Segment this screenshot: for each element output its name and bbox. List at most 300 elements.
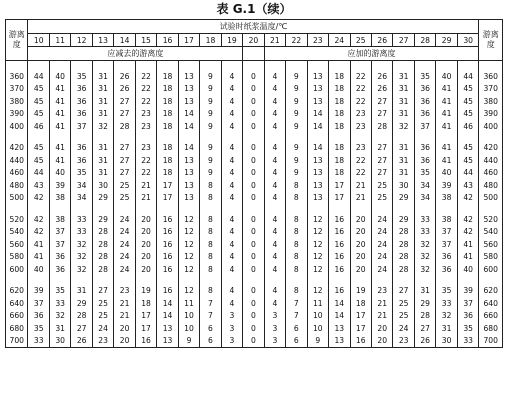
table-row [6, 263, 503, 276]
correction-value-cell: 41 [28, 238, 49, 251]
correction-value-cell: 43 [457, 179, 479, 192]
freeness-value-cell: 400 [479, 120, 503, 133]
temperature-row [6, 34, 503, 47]
correction-value-cell: 32 [414, 251, 435, 264]
table-row [6, 83, 503, 96]
correction-value-cell: 13 [178, 167, 199, 180]
correction-value-cell: 45 [457, 108, 479, 121]
correction-value-cell: 4 [264, 83, 285, 96]
correction-value-cell: 13 [329, 335, 350, 348]
correction-value-cell: 21 [135, 179, 156, 192]
correction-value-cell: 28 [92, 263, 113, 276]
table-row [6, 192, 503, 205]
correction-value-cell: 20 [350, 263, 371, 276]
correction-value-cell: 4 [264, 251, 285, 264]
correction-value-cell: 32 [92, 120, 113, 133]
correction-value-cell: 12 [307, 285, 328, 298]
correction-value-cell: 30 [393, 179, 414, 192]
correction-value-cell: 37 [28, 297, 49, 310]
group-spacer [6, 276, 503, 285]
correction-value-cell: 25 [114, 192, 135, 205]
correction-value-cell: 35 [414, 70, 435, 83]
correction-value-cell: 9 [307, 335, 328, 348]
correction-value-cell: 32 [49, 310, 70, 323]
correction-value-cell: 26 [114, 70, 135, 83]
freeness-value-cell: 620 [479, 285, 503, 298]
correction-value-cell: 33 [414, 213, 435, 226]
correction-value-cell: 20 [350, 226, 371, 239]
correction-value-cell: 41 [457, 238, 479, 251]
correction-value-cell: 9 [200, 70, 221, 83]
correction-value-cell: 11 [178, 297, 199, 310]
correction-value-cell: 32 [393, 120, 414, 133]
correction-value-cell: 20 [135, 226, 156, 239]
correction-value-cell: 25 [393, 297, 414, 310]
correction-value-cell: 31 [436, 322, 457, 335]
correction-value-cell: 18 [157, 167, 178, 180]
correction-value-cell: 8 [286, 238, 307, 251]
correction-value-cell: 44 [457, 70, 479, 83]
correction-value-cell: 9 [286, 108, 307, 121]
temperature-cell: 14 [114, 34, 135, 47]
temperature-cell: 23 [307, 34, 328, 47]
correction-value-cell: 16 [157, 285, 178, 298]
correction-value-cell: 36 [414, 83, 435, 96]
correction-value-cell: 44 [457, 167, 479, 180]
correction-value-cell: 25 [114, 179, 135, 192]
correction-value-cell: 31 [92, 108, 113, 121]
correction-value-cell: 36 [414, 142, 435, 155]
correction-value-cell: 17 [135, 322, 156, 335]
table-row [6, 108, 503, 121]
correction-value-cell: 0 [243, 285, 264, 298]
correction-value-cell: 35 [414, 167, 435, 180]
correction-value-cell: 46 [28, 120, 49, 133]
correction-value-cell: 14 [329, 297, 350, 310]
correction-value-cell: 22 [350, 95, 371, 108]
correction-value-cell: 42 [457, 213, 479, 226]
correction-value-cell: 18 [135, 297, 156, 310]
correction-value-cell: 39 [457, 285, 479, 298]
correction-value-cell: 31 [71, 285, 92, 298]
correction-value-cell: 37 [71, 120, 92, 133]
correction-value-cell: 21 [350, 179, 371, 192]
correction-value-cell: 35 [28, 322, 49, 335]
correction-value-cell: 0 [243, 263, 264, 276]
correction-value-cell: 45 [457, 142, 479, 155]
correction-value-cell: 31 [393, 70, 414, 83]
freeness-value-cell: 440 [479, 154, 503, 167]
correction-value-cell: 3 [221, 310, 242, 323]
correction-value-cell: 22 [350, 154, 371, 167]
correction-value-cell: 29 [393, 213, 414, 226]
correction-value-cell: 10 [307, 310, 328, 323]
correction-value-cell: 33 [457, 335, 479, 348]
freeness-value-cell: 680 [479, 322, 503, 335]
freeness-value-cell: 370 [6, 83, 28, 96]
freeness-value-cell: 640 [6, 297, 28, 310]
correction-value-cell: 20 [114, 322, 135, 335]
correction-value-cell: 0 [243, 167, 264, 180]
freeness-value-cell: 520 [6, 213, 28, 226]
correction-value-cell: 18 [329, 154, 350, 167]
correction-value-cell: 0 [243, 251, 264, 264]
correction-value-cell: 46 [457, 120, 479, 133]
correction-value-cell: 12 [178, 213, 199, 226]
correction-value-cell: 38 [436, 192, 457, 205]
correction-value-cell: 14 [157, 310, 178, 323]
correction-value-cell: 40 [436, 167, 457, 180]
correction-value-cell: 18 [157, 142, 178, 155]
correction-value-cell: 23 [350, 108, 371, 121]
correction-value-cell: 20 [350, 213, 371, 226]
table-row [6, 297, 503, 310]
correction-value-cell: 45 [28, 108, 49, 121]
correction-value-cell: 4 [264, 285, 285, 298]
table-row [6, 251, 503, 264]
correction-value-cell: 21 [371, 310, 392, 323]
correction-value-cell: 36 [71, 83, 92, 96]
correction-value-cell: 9 [200, 154, 221, 167]
correction-value-cell: 44 [28, 70, 49, 83]
temperature-cell: 17 [178, 34, 199, 47]
correction-value-cell: 16 [329, 238, 350, 251]
temperature-cell: 26 [371, 34, 392, 47]
correction-value-cell: 12 [307, 251, 328, 264]
correction-value-cell: 40 [436, 70, 457, 83]
correction-value-cell: 21 [350, 192, 371, 205]
correction-value-cell: 18 [157, 108, 178, 121]
correction-value-cell: 31 [92, 95, 113, 108]
table-row [6, 322, 503, 335]
correction-value-cell: 17 [329, 192, 350, 205]
correction-value-cell: 22 [135, 167, 156, 180]
correction-value-cell: 24 [92, 322, 113, 335]
freeness-value-cell: 500 [6, 192, 28, 205]
correction-value-cell: 4 [264, 167, 285, 180]
correction-value-cell: 23 [393, 335, 414, 348]
table-row [6, 154, 503, 167]
correction-value-cell: 35 [71, 167, 92, 180]
correction-value-cell: 26 [71, 335, 92, 348]
correction-value-cell: 27 [114, 167, 135, 180]
freeness-value-cell: 540 [6, 226, 28, 239]
correction-value-cell: 36 [71, 154, 92, 167]
correction-value-cell: 40 [49, 167, 70, 180]
correction-value-cell: 28 [371, 120, 392, 133]
correction-value-cell: 28 [393, 251, 414, 264]
correction-value-cell: 12 [307, 226, 328, 239]
correction-value-cell: 7 [286, 310, 307, 323]
correction-value-cell: 3 [264, 310, 285, 323]
temperature-header: 试验时纸浆温度/℃ [28, 20, 479, 34]
correction-value-cell: 24 [371, 213, 392, 226]
correction-value-cell: 4 [221, 226, 242, 239]
correction-value-cell: 23 [114, 285, 135, 298]
correction-value-cell: 36 [436, 263, 457, 276]
correction-value-cell: 45 [28, 83, 49, 96]
correction-value-cell: 21 [135, 192, 156, 205]
correction-value-cell: 36 [28, 310, 49, 323]
correction-value-cell: 4 [264, 120, 285, 133]
correction-value-cell: 18 [329, 142, 350, 155]
correction-value-cell: 6 [286, 335, 307, 348]
correction-value-cell: 23 [135, 108, 156, 121]
correction-value-cell: 3 [264, 322, 285, 335]
freeness-value-cell: 620 [6, 285, 28, 298]
correction-value-cell: 44 [28, 167, 49, 180]
correction-value-cell: 8 [200, 238, 221, 251]
temperature-cell: 21 [264, 34, 285, 47]
correction-value-cell: 25 [371, 192, 392, 205]
correction-value-cell: 34 [414, 192, 435, 205]
correction-value-cell: 36 [49, 251, 70, 264]
correction-value-cell: 36 [457, 310, 479, 323]
correction-value-cell: 9 [200, 167, 221, 180]
correction-value-cell: 25 [371, 179, 392, 192]
correction-value-cell: 13 [178, 95, 199, 108]
correction-value-cell: 32 [436, 310, 457, 323]
table-row [6, 95, 503, 108]
freeness-value-cell: 560 [479, 238, 503, 251]
correction-value-cell: 13 [307, 83, 328, 96]
correction-value-cell: 4 [221, 167, 242, 180]
correction-value-cell: 12 [178, 251, 199, 264]
correction-value-cell: 23 [135, 142, 156, 155]
table-title: 表 G.1（续） [216, 2, 292, 16]
correction-value-cell: 27 [92, 285, 113, 298]
correction-value-cell: 23 [371, 285, 392, 298]
correction-value-cell: 32 [71, 251, 92, 264]
correction-value-cell: 4 [264, 179, 285, 192]
correction-value-cell: 18 [329, 120, 350, 133]
correction-value-cell: 16 [350, 335, 371, 348]
correction-value-cell: 18 [329, 83, 350, 96]
correction-value-cell: 27 [371, 95, 392, 108]
correction-value-cell: 18 [157, 83, 178, 96]
correction-value-cell: 35 [436, 285, 457, 298]
correction-value-cell: 4 [264, 213, 285, 226]
temperature-cell: 16 [157, 34, 178, 47]
correction-value-cell: 35 [457, 322, 479, 335]
correction-value-cell: 41 [49, 154, 70, 167]
correction-value-cell: 17 [329, 179, 350, 192]
correction-value-cell: 27 [371, 108, 392, 121]
correction-value-cell: 4 [221, 179, 242, 192]
correction-value-cell: 4 [221, 251, 242, 264]
correction-value-cell: 0 [243, 83, 264, 96]
correction-value-cell: 9 [286, 95, 307, 108]
correction-value-cell: 29 [71, 297, 92, 310]
correction-value-cell: 21 [114, 310, 135, 323]
correction-value-cell: 27 [71, 322, 92, 335]
correction-value-cell: 33 [414, 226, 435, 239]
freeness-value-cell: 460 [479, 167, 503, 180]
correction-value-cell: 45 [28, 142, 49, 155]
group-spacer [6, 204, 503, 213]
correction-value-cell: 38 [436, 213, 457, 226]
correction-value-cell: 4 [221, 142, 242, 155]
correction-value-cell: 24 [393, 322, 414, 335]
correction-value-cell: 33 [28, 335, 49, 348]
freeness-value-cell: 520 [479, 213, 503, 226]
correction-value-cell: 20 [135, 251, 156, 264]
correction-value-cell: 26 [414, 335, 435, 348]
correction-value-cell: 26 [114, 83, 135, 96]
temperature-cell: 22 [286, 34, 307, 47]
correction-value-cell: 13 [307, 95, 328, 108]
correction-value-cell: 45 [457, 154, 479, 167]
correction-value-cell: 41 [49, 120, 70, 133]
correction-value-cell: 33 [71, 226, 92, 239]
correction-value-cell: 39 [436, 179, 457, 192]
freeness-value-cell: 380 [6, 95, 28, 108]
correction-value-cell: 0 [243, 322, 264, 335]
correction-value-cell: 9 [200, 95, 221, 108]
freeness-value-cell: 540 [479, 226, 503, 239]
correction-value-cell: 41 [436, 108, 457, 121]
correction-value-cell: 4 [221, 83, 242, 96]
correction-value-cell: 24 [371, 251, 392, 264]
temperature-cell: 28 [414, 34, 435, 47]
correction-value-cell: 9 [286, 83, 307, 96]
correction-value-cell: 31 [393, 83, 414, 96]
correction-value-cell: 4 [264, 192, 285, 205]
correction-value-cell: 31 [92, 83, 113, 96]
correction-value-cell: 24 [114, 263, 135, 276]
subtract-label: 应减去的游离度 [28, 47, 243, 61]
correction-value-cell: 22 [350, 167, 371, 180]
correction-value-cell: 19 [350, 285, 371, 298]
correction-value-cell: 23 [350, 142, 371, 155]
correction-value-cell: 27 [371, 167, 392, 180]
correction-value-cell: 12 [178, 226, 199, 239]
correction-value-cell: 32 [414, 263, 435, 276]
correction-value-cell: 4 [221, 108, 242, 121]
correction-value-cell: 23 [92, 335, 113, 348]
correction-value-cell: 16 [157, 213, 178, 226]
correction-value-cell: 37 [49, 238, 70, 251]
correction-value-cell: 31 [393, 108, 414, 121]
correction-value-cell: 18 [329, 95, 350, 108]
correction-value-cell: 13 [307, 70, 328, 83]
correction-value-cell: 28 [393, 263, 414, 276]
correction-value-cell: 16 [329, 263, 350, 276]
correction-value-cell: 27 [393, 285, 414, 298]
correction-value-cell: 4 [264, 226, 285, 239]
correction-value-cell: 11 [307, 297, 328, 310]
correction-value-cell: 0 [243, 238, 264, 251]
temperature-cell: 19 [221, 34, 242, 47]
correction-value-cell: 9 [286, 154, 307, 167]
correction-value-cell: 14 [307, 108, 328, 121]
table-row [6, 285, 503, 298]
correction-value-cell: 13 [307, 154, 328, 167]
correction-value-cell: 31 [393, 95, 414, 108]
correction-value-cell: 26 [371, 70, 392, 83]
correction-value-cell: 33 [49, 297, 70, 310]
correction-value-cell: 22 [135, 95, 156, 108]
correction-value-cell: 6 [200, 335, 221, 348]
correction-value-cell: 43 [28, 179, 49, 192]
freeness-value-cell: 580 [6, 251, 28, 264]
correction-value-cell: 37 [457, 297, 479, 310]
freeness-value-cell: 390 [479, 108, 503, 121]
freeness-value-cell: 390 [6, 108, 28, 121]
correction-value-cell: 17 [157, 192, 178, 205]
correction-value-cell: 9 [286, 142, 307, 155]
correction-value-cell: 28 [393, 226, 414, 239]
correction-value-cell: 20 [135, 263, 156, 276]
correction-value-cell: 18 [329, 70, 350, 83]
correction-value-cell: 31 [92, 167, 113, 180]
reference-column-header [243, 47, 264, 61]
table-row [6, 238, 503, 251]
correction-value-cell: 4 [221, 120, 242, 133]
correction-value-cell: 13 [178, 154, 199, 167]
correction-value-cell: 27 [114, 108, 135, 121]
correction-value-cell: 4 [264, 238, 285, 251]
correction-value-cell: 8 [200, 179, 221, 192]
correction-value-cell: 16 [329, 285, 350, 298]
freeness-value-cell: 640 [479, 297, 503, 310]
correction-value-cell: 24 [371, 263, 392, 276]
correction-value-cell: 21 [114, 297, 135, 310]
correction-value-cell: 37 [436, 226, 457, 239]
correction-value-cell: 25 [393, 310, 414, 323]
correction-value-cell: 41 [49, 95, 70, 108]
temperature-cell: 11 [49, 34, 70, 47]
temperature-cell: 10 [28, 34, 49, 47]
correction-value-cell: 42 [28, 192, 49, 205]
freeness-value-cell: 680 [6, 322, 28, 335]
correction-value-cell: 20 [135, 238, 156, 251]
correction-value-cell: 27 [114, 154, 135, 167]
correction-value-cell: 8 [286, 192, 307, 205]
correction-value-cell: 20 [371, 335, 392, 348]
correction-value-cell: 41 [436, 154, 457, 167]
correction-value-cell: 4 [264, 70, 285, 83]
correction-value-cell: 35 [49, 285, 70, 298]
table-row [6, 213, 503, 226]
correction-value-cell: 28 [393, 238, 414, 251]
correction-value-cell: 18 [329, 167, 350, 180]
correction-value-cell: 37 [436, 238, 457, 251]
correction-value-cell: 16 [157, 251, 178, 264]
correction-value-cell: 17 [350, 322, 371, 335]
correction-value-cell: 23 [350, 120, 371, 133]
correction-value-cell: 7 [286, 297, 307, 310]
correction-value-cell: 12 [307, 263, 328, 276]
correction-value-cell: 16 [329, 251, 350, 264]
freeness-correction-table [5, 19, 503, 348]
correction-value-cell: 8 [286, 226, 307, 239]
correction-value-cell: 3 [264, 335, 285, 348]
freeness-value-cell: 580 [479, 251, 503, 264]
correction-value-cell: 4 [221, 285, 242, 298]
freeness-value-cell: 500 [479, 192, 503, 205]
correction-value-cell: 36 [414, 154, 435, 167]
table-row [6, 179, 503, 192]
correction-value-cell: 36 [71, 108, 92, 121]
correction-value-cell: 30 [92, 179, 113, 192]
correction-value-cell: 25 [92, 297, 113, 310]
correction-value-cell: 4 [264, 108, 285, 121]
correction-value-cell: 17 [135, 310, 156, 323]
table-row [6, 70, 503, 83]
correction-value-cell: 4 [264, 95, 285, 108]
correction-value-cell: 9 [200, 120, 221, 133]
